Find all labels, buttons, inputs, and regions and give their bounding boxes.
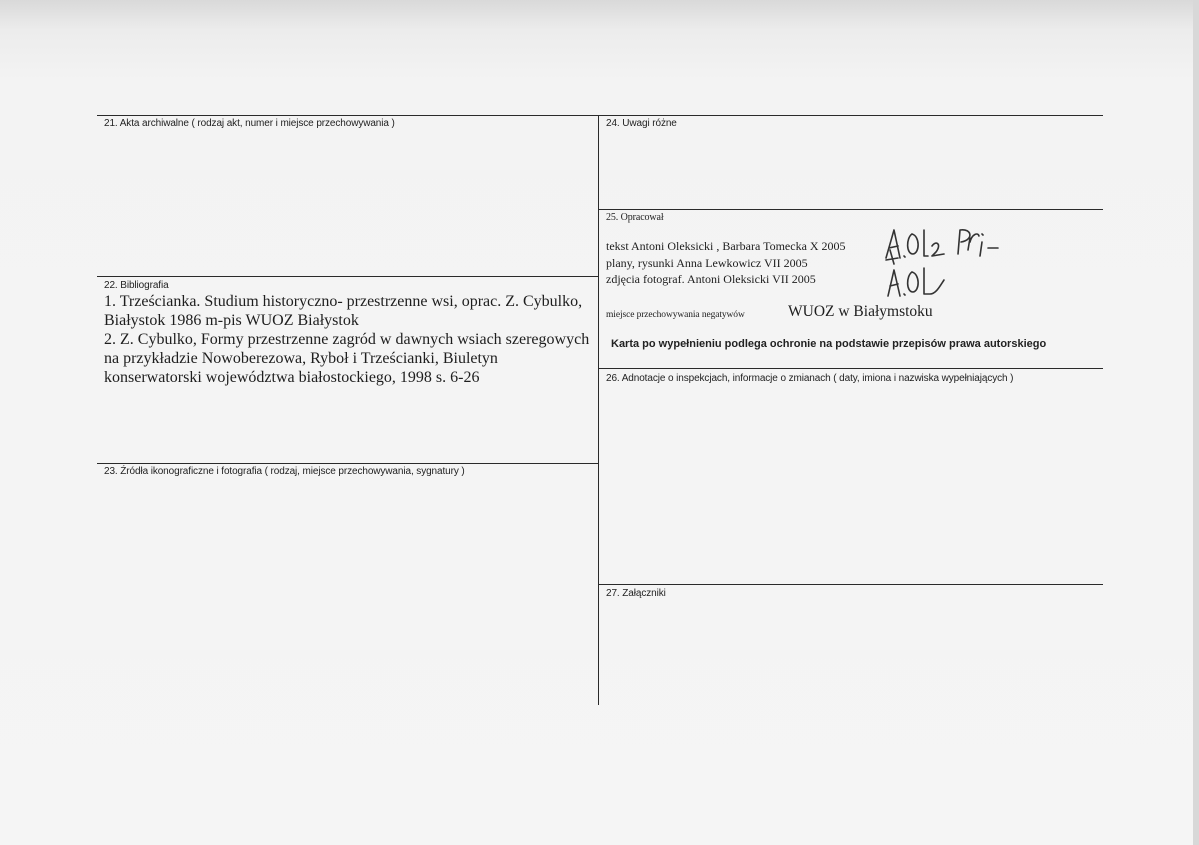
bibliography-entry: 2. Z. Cybulko, Formy przestrzenne zagród w dawnych wsiach szeregowych na przykładzie Nowoberezowa, Ryboł i Trześcianki, Biuletyn konserwatorski województwa białostockiego, 1998 s. 6-26: [104, 331, 590, 386]
section-26-label: 26. Adnotacje o inspekcjach, informacje o zmianach ( daty, imiona i nazwiska wypełniających ): [606, 373, 1014, 384]
author-line-text: tekst Antoni Oleksicki , Barbara Tomecka X 2005: [606, 239, 846, 253]
section-24-label: 24. Uwagi różne: [606, 118, 677, 129]
rule-25-26: [599, 368, 1103, 369]
copyright-note: Karta po wypełnieniu podlega ochronie na podstawie przepisów prawa autorskiego: [611, 338, 1047, 350]
author-line-photos: zdjęcia fotograf. Antoni Oleksicki VII 2005: [606, 272, 816, 286]
scan-edge: [1193, 0, 1199, 845]
rule-24-25: [599, 209, 1103, 210]
negatives-location-label: miejsce przechowywania negatywów: [606, 310, 745, 320]
rule-22-23: [97, 463, 598, 464]
top-rule: [97, 115, 1103, 116]
author-line-plans: plany, rysunki Anna Lewkowicz VII 2005: [606, 256, 808, 270]
rule-26-27: [599, 584, 1103, 585]
bibliography-list: [104, 292, 594, 387]
section-27-label: 27. Załączniki: [606, 588, 666, 599]
section-22-label: 22. Bibliografia: [104, 280, 169, 291]
center-divider: [598, 115, 599, 705]
bibliography-entry: 1. Trześcianka. Studium historyczno- przestrzenne wsi, oprac. Z. Cybulko, Białystok 1986 m-pis WUOZ Białystok: [104, 293, 583, 329]
section-25-label: 25. Opracował: [606, 212, 664, 223]
handwritten-signature: [880, 220, 1030, 300]
rule-21-22: [97, 276, 598, 277]
section-21-label: 21. Akta archiwalne ( rodzaj akt, numer i miejsce przechowywania ): [104, 118, 395, 129]
negatives-location-value: WUOZ w Białymstoku: [788, 303, 933, 320]
section-23-label: 23. Źródła ikonograficzne i fotografia ( rodzaj, miejsce przechowywania, sygnatury ): [104, 466, 465, 477]
